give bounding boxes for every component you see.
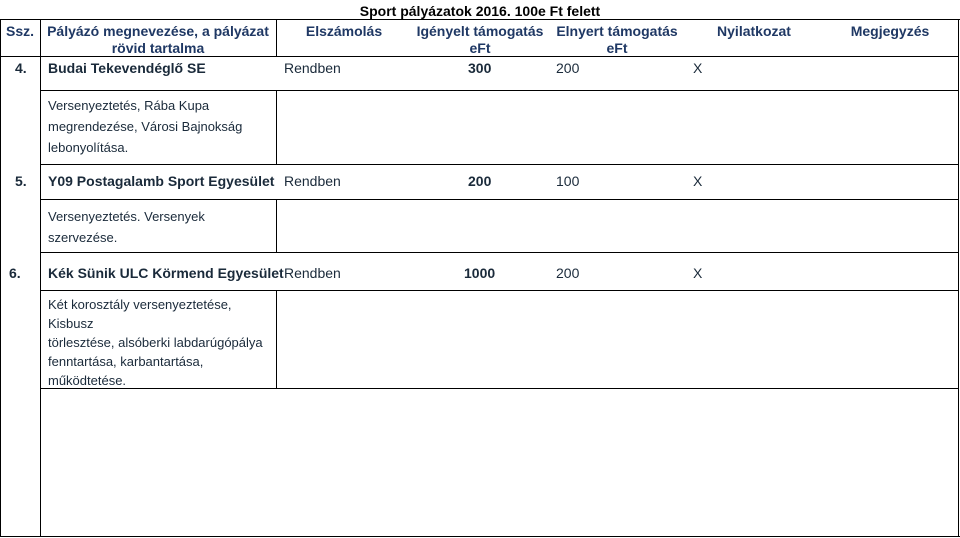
table-border-bottom [0, 536, 960, 537]
awarded-amount: 200 [556, 265, 580, 281]
header-elnyert-line2: eFt [606, 40, 628, 56]
description-line: Két korosztály versenyeztetése, Kisbusz [48, 297, 232, 331]
column-separator [40, 19, 41, 536]
column-separator [276, 290, 277, 388]
description-line: fenntartása, karbantartása, [48, 354, 204, 369]
header-igenyelt-line2: eFt [469, 40, 491, 56]
declaration-mark: X [693, 60, 703, 76]
row-number: 4. [15, 60, 27, 76]
row-separator [40, 252, 958, 253]
applicant-name: Y09 Postagalamb Sport Egyesület [48, 173, 275, 189]
requested-amount: 200 [468, 173, 492, 189]
header-palyazo-line1: Pályázó megnevezése, a pályázat [47, 23, 269, 39]
header-palyazo-line2: rövid tartalma [111, 40, 205, 56]
awarded-amount: 200 [556, 60, 580, 76]
row-separator [40, 164, 958, 165]
header-elnyert-line1: Elnyert támogatás [556, 23, 678, 39]
description-line: Versenyeztetés. Versenyek [48, 209, 205, 224]
settlement-status: Rendben [284, 265, 341, 281]
description-line: lebonyolítása. [48, 140, 129, 155]
row-number: 6. [9, 265, 21, 281]
header-elszamolas: Elszámolás [305, 23, 383, 39]
application-description [48, 95, 274, 158]
requested-amount: 1000 [464, 265, 496, 281]
column-separator [276, 90, 277, 164]
row-separator [40, 290, 958, 291]
header-megjegyzes: Megjegyzés [850, 23, 930, 39]
row-number: 5. [15, 173, 27, 189]
declaration-mark: X [693, 265, 703, 281]
applicant-name: Budai Tekevendéglő SE [48, 60, 206, 76]
requested-amount: 300 [468, 60, 492, 76]
row-separator [40, 90, 958, 91]
awarded-amount: 100 [556, 173, 580, 189]
applicant-name: Kék Sünik ULC Körmend Egyesület [48, 265, 284, 281]
header-ssz: Ssz. [5, 23, 34, 39]
settlement-status: Rendben [284, 173, 341, 189]
description-line: Versenyeztetés, Rába Kupa [48, 98, 210, 113]
page-title: Sport pályázatok 2016. 100e Ft felett [359, 3, 601, 19]
column-separator [276, 199, 277, 252]
header-nyilatkozat: Nyilatkozat [717, 23, 791, 39]
header-igenyelt-line1: Igényelt támogatás [416, 23, 544, 39]
application-description [48, 295, 274, 390]
settlement-status: Rendben [284, 60, 341, 76]
application-description [48, 206, 274, 248]
description-line: szervezése. [48, 230, 118, 245]
declaration-mark: X [693, 173, 703, 189]
description-line: megrendezése, Városi Bajnokság [48, 119, 243, 134]
description-line: működtetése. [48, 373, 127, 388]
table-border-right [958, 19, 959, 537]
table-border-top [0, 19, 960, 20]
row-separator [40, 199, 958, 200]
description-line: törlesztése, alsóberki labdarúgópálya [48, 335, 263, 350]
table-border-left [0, 19, 1, 537]
